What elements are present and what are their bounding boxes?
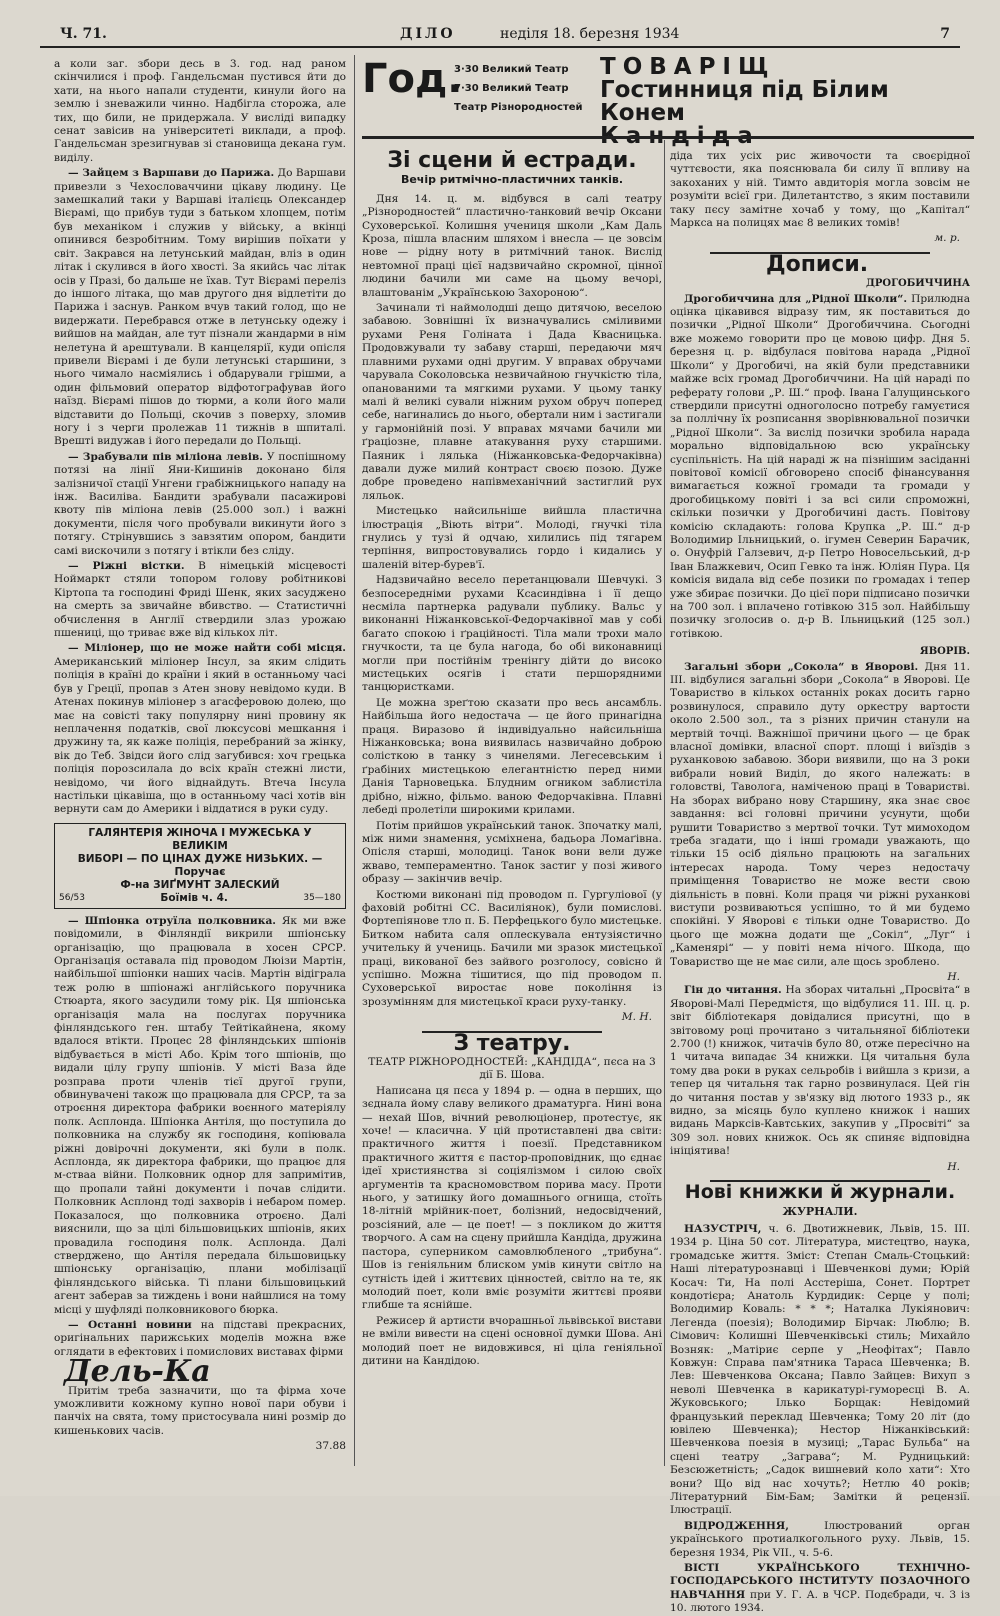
paragraph: Притім треба зазначити, що та фірма хоче уможливити кожному купно нової пари обуви і панчіх на свята, тому пристосувала нині розмір до кишенькових часів. xyxy=(54,1384,346,1437)
paragraph: Зачинали ті наймолодші дещо дитячою, веселою забавою. Зовнішні їх визначувались сміливими рухами Реня Голіната і Дада Квасницька. Продовжували ту забаву старші, передаючи мяч плавними рухами одні другим. У вправах обручами чарувала Соколовська незвичайною гнучкістю тіла, опанованими та мягкими рухами. У цьому танку малі й великі сували ніжним рухом обруч поперед себе, нагинались до нього, обертали ним і застигали у гармонійній позі. У вправах мячами бачили ми ґраціозне, плавне атакування руху старшими. Паяник і лялька (Ніжанковська-Федорчаківна) давали дуже милий контраст своєю позою. Дуже добре проведено напівмеханічний застиглий рух ляльок. xyxy=(362,302,662,502)
ad-rule xyxy=(362,136,974,139)
news-item xyxy=(54,560,346,640)
ad-code: 35—180 xyxy=(303,892,341,903)
paragraph: Дня 14. ц. м. відбувся в салі театру „Різнородностей“ пластично-танковий вечір Оксани Суховерської. Колишня учениця школи „Кам Даль Кроза, пішла власним шляхом і внесла — це зовсім нове — рідну ноту в ритмічний танок. Вислід невтомної праці цієї надзвичайно скромної, цінної людини бачили ми саме на цьому вечорі, влаштованім „Українською Захороною“. xyxy=(362,192,662,299)
delka-logo: Дель-Ка xyxy=(64,1354,211,1390)
dateline: ДРОГОБИЧЧИНА xyxy=(865,278,970,290)
headline: — Зайцем з Варшави до Парижа. xyxy=(68,167,275,180)
paragraph: Написана ця пєса у 1894 р. — одна в перших, що зєднала йому славу великого драматурга. Нині вона — нехай Шов, вічний революціонер, протестує, як хоче! — класична. У цій протиставлені два світи: практичного життя і поезії. Представником практичного життя є пастор-проповідник, що єднає ідеї християнства зі соціялізмом і силою своїх аргументів та красномовством порива масу. Проти нього, у затишку його домашнього огнища, стоїть 18-літній мрійник-поет, болізний, недосвідчений, розсіяний, але — це поет! — з покликом до життя творчого. А сам на сцену прийшла Кандіда, дружина пастора, суперником самовлюбленого „трибуна“. Шов із геніяльним блиском умів кинути світло на сутність ідей і життєвих цінностей, світло на те, як молодий поет, коли вміє розуміти життєві прояви глибше та яснійше. xyxy=(362,1084,662,1312)
journal-title: ВІСТІ УКРАЇНСЬКОГО ТЕХНІЧНО-ГОСПОДАРСЬКОГО ІНСТИТУТУ ПОЗАОЧНОГО НАВЧАННЯ xyxy=(670,1562,970,1601)
ad-play: Кандіда xyxy=(600,123,760,149)
signature: м. р. xyxy=(934,232,960,245)
body-text: Як ми вже повідомили, в Фінляндії викрили шпіонську організацію, що працювала в хосен СРСР. Організація оставала під проводом Люізи Мартін, найбільшої шпіонки наших часів. Мартін відіграла теж ролю в шпіонажі англійського поручника Стюарта, якого засудили тому рік. Ця шпіонська організація мала на послугах поручника фінляндського ген. штабу Тейтікайнена, якому вдалося втікти. Процес 28 фінляндських шпіонів відбувається в місті Або. Крім того шпіонів, що видали цілу групу шпіонів. У місті Ваза йде розправа проти членів тієї другої групи, обвинувачені також що працювала для СРСР, та за отроєння директора фабрики воєнного матеріялу полк. Асплонда. Шпіонка Антіля, що поступила до полковника на службу як господиня, копіювала ріжні довірочні документи, які були в полк. Асплонда, як директора фабрики, що працює для м-стваа війни. Полковник однор для запримітив, що пропали тайні документи і почав слідити. Полковник Асплонд тоді захворів і небаром помер. Показалося, що полковника отроєно. Далі вияснили, що за цілі більшовицьких шпіонів, яких провадила господиня полк. Асплонда. Далі стверджено, що Антіля передала більшовицьку шпіонську організацію, плани мобілізації фінляндського війська. Ті плани більшовицький агент заберав за тиждень і вони найшлися на тому місці у шуфляді полковникового бюрка. xyxy=(54,914,347,1316)
column-right xyxy=(670,150,971,1615)
ad-code: 37.88 xyxy=(315,1440,346,1453)
page-header xyxy=(40,22,960,46)
dateline: ЯВОРІВ. xyxy=(919,646,970,658)
ad-line: ГАЛЯНТЕРІЯ ЖІНОЧА І МУЖЕСЬКА У ВЕЛИКІМ xyxy=(88,826,312,852)
body-text: В німецькій місцевості Ноймаркт стяли топором голову робітникові Кіртопа та господині Фриді Шенк, яких засуджено на смерть за звичайне вбивство. — Статистичні обчислення в Англії ствердили злаз урожаю пшениці, що триває вже від кількох літ. xyxy=(54,560,346,640)
paragraph: Костюми виконані під проводом п. Гургуліової (у фаховій робітні СС. Василіянок), були помислові. Фортепіянове тло п. Б. Перфецького було мистецьке. Битком набита саля оплескувала ентузіястично учительку й учениць. Бачили ми зразок мистецької праці, викованої без зайвого розголосу, совісно й успішно. Можна тішитися, що під проводом п. Суховерської виростає нове покоління із зрозумінням для мистецької краси руху-танку. xyxy=(362,888,662,1008)
body-text: Дня 11. ІІІ. відбулися загальні збори „Сокола“ в Яворові. Це Товариство в кількох останніх роках досить гарно розвинулося, справило дуту оркестру вартости около 2.500 зол., та з різних причин станули на мертвій точці. Важнішої причини цього — це брак власної домівки, власної спорт. площі і виїздів з руханковою забавою. Збори виявили, що на 3 роки вибрали новий Виділ, до якого належать: в головстві, Таволога, наміченою праці в Товаристві. На зборах вибрано нову Старшину, яка знає своє завдання: всі головні причини усунути, щоби рушити Товариство з мертвої точки. Тут мимоходом треба згадати, що і інші громади уважають, що тільки 15 осіб діяльно працюють на загальних інтересах народа. Тому через недостачу приміщення Товариство не може вести свою діяльність в повні. Коли праця чи ріжні руханкові виступи розвиваються успішно, то й ми будемо спокійні. У Яворові є тільки одне Товариство. До цього ще можна додати ще „Сокіл“, „Луг“ і „Каменярі“ — у повіті нема нічого. Шкода, що Товариство ще не має сили, але щось зроблено. xyxy=(670,660,970,968)
body-text: До Варшави привезли з Чехословаччини цікаву людину. Це замешкалий таки у Варшаві італієць Олександер Вієрамі, що прибув туди з батьком хлопцем, потім був механіком і служив у війську, а вкінці опинився безробітним. Тому вирішив поїхати у світ. Закрався на летунський майдан, вліз в один літак і скулився в його хвості. За якийсь час літак осів у Празі, бо дальше не їхав. Тут Вієрамі переліз до іншого літака, що мав другого дня відлетіти до Парижа і заснув. Ранком вчув такий голод, що не видержати. Перебрався отже в летунську одежу і вийшов на майдан, але тут пізнали жандарми в нім нелетуна й арештували. В канцелярії, куди опісля привели Вієрамі і де були летунські старшини, з нього чимало насміялись і обдарували грішми, а один фільмовий оператор відфотографував його наїзд. Вієрамі пішов до тюрми, а коли його мали відставити до Польщі, скочив з поверху, зломив ногу і з черги пролежав 11 тижнів в шпиталі. Врешті видужав і його передали до Польщі. xyxy=(54,167,346,448)
news-item xyxy=(54,915,346,1317)
section-title: Нові книжки й журнали. xyxy=(684,1181,956,1204)
ad-line: Ф-на ЗИҐМУНТ ЗАЛЕСКИЙ xyxy=(120,878,280,891)
issue-date: неділя 18. березня 1934 xyxy=(500,26,680,42)
news-item xyxy=(54,642,346,816)
column-divider xyxy=(354,55,355,1466)
paragraph: діда тих усіх рис живочости та своєрідної чуттєвости, яка пояснювала би силу її впливу на закоханих у ній. Тимто авдиторія могла зовсім не розуміти всієї гри. Дилетантство, з яким поставили таку пєсу замітне хочаб у тому, що „Капітал“ Маркса на полицях має 8 великих томів! xyxy=(670,150,970,230)
paragraph: Це можна зреґтою сказати про весь ансамбль. Найбільша його недостача — це його принагідна праця. Виразово й індивідуально найсильніша Ніжанковська; вона виявилась назвичайно доброю солісткою в танку з чинелями. Легесевським і ґрабіних мистецькою елегантністю перед ними Данія Тарновецька. Блудним огником заблистіла дрібно, ніжно, фільмо. ваною Федорчаківна. Плавні лебеді пролетіли широкими крилами. xyxy=(362,696,662,817)
headline: Загальні збори „Сокола“ в Яворові. xyxy=(684,660,919,673)
headline: — Ріжні вістки. xyxy=(68,560,185,573)
theatre-ad xyxy=(362,54,972,149)
journal-title: ВІДРОДЖЕННЯ, xyxy=(684,1519,789,1532)
ad-play: ТОВАРІЩ xyxy=(600,54,776,80)
signature: Н. xyxy=(947,1160,960,1173)
headline: — Міліонер, що не може найти собі місця. xyxy=(68,642,346,655)
ad-time: 3·30 Великий Театр xyxy=(454,64,569,75)
body-text: Прилюдна оцінка цікавився відразу тим, як поставиться до позички „Рідної Школи“ Дрогобиччина. Сьогодні вже можемо говорити про це мовою цифр. Дня 5. березня ц. р. відбулася повітова нарада „Рідної Школи“ у Дрогобичі, на якій були представники майже всіх громад Дрогобиччини. На цій нараді по реферату голови „Р. Ш.“ проф. Івана Галущинського ствердили присутні одноголосно потребу гамуєтися за поллічну їх розписання зворівнювальної позички „Рідної Школи“. За вислід позички зробила нарада морально відповідальною всю українську суспільність. На цій нараді ж на пізнішим засіданні повітової комісії обговорено спосіб фінансування вимагається кожної громади та громади у дрогобицькому повіті і за всі сили спроможні, скільки позички у Дрогобичині дасть. Повітову комісію складають: голова Крупка „Р. Ш.“ д-р Володимир Ільницький, о. ігумен Северин Барачик, о. Онуфрій Галзевич, д-р Петро Новосельський, д-р Іван Блажкевич, Осип Гевко та інж. Юліян Пура. Ця комісія видала від себе позики по громадах і тепер уже збирає позички. До цієї пори підписано позички на 700 зол. і вплачено готівкою 315 зол. Найбільшу позичку зголосив о. д-р В. Ільницький (125 зол.) готівкою. xyxy=(670,292,971,640)
ad-line: ВИБОРІ — ПО ЦІНАХ ДУЖЕ НИЗЬКИХ. — Поручає xyxy=(77,852,323,878)
ad-address: Боїмів ч. 4. xyxy=(160,891,228,904)
news-item xyxy=(670,661,970,969)
ad-play: Гостинниця під Білим Конем xyxy=(600,77,889,126)
page-number: 7 xyxy=(940,26,950,42)
body-text: Ілюстрований орган українського протиалкогольного руху. Львів, 15. березня 1934, Рік VII., ч. 5-6. xyxy=(670,1519,970,1559)
body-text: На зборах читальні „Просвіта“ в Яворові-Малі Передмістя, що відбулися 11. ІІІ. ц. р. звіт бібліотекаря довідалися присутні, що в звітовому році прочитано з читальняної бібліотеки 2.700 (!) книжок, читачів було 80, отже пересічно на 1 читача випадає 34 книжки. Ця читальня була тому два роки в руках сельробів і вийшла з кризи, а тепер ця читальня так гарно розвинулася. Цей гін до читання постав у зв'язку від лютого 1933 р., як видно, за місяць було куплено книжок і наших видань Марксів-Кавтських, закупив у „Просвіті“ за 309 зол. нових книжок. Ось як спиняє відповідна ініціятива! xyxy=(670,984,970,1158)
paragraph: Мистецько найсильніше вийшла пластична ілюстрація „Віють вітри“. Молоді, гнучкі тіла гнулись у тузі й одчаю, хилились під тягарем терпіння, випростовувались гордо і кидались у шаленій вітер-бурев'ї. xyxy=(362,505,662,571)
article-subtitle: Вечір ритмічно-пластичних танків. xyxy=(400,173,624,187)
ad-god-label: Год. xyxy=(362,56,463,102)
section-title: Дописи. xyxy=(766,251,869,277)
body-text: ч. 6. Двотижневик, Львів, 15. ІІІ. 1934 р. Ціна 50 сот. Література, мистецтво, наука, громадське життя. Зміст: Степан Смаль-Стоцький: Наші літературознавці і Шевченкові думи; Юрій Косач: Ти, На полі Асстеріша, Сонет. Портрет кондотієра; Анатоль Курдидик: Серце у полі; Володимир Коваль: * * *; Наталка Лукіянович: Легенда (поезія); Володимир Бірчак: Люблю; В. Сімович: Колишні Шевченківські стиль; Михайло Возняк: „Матіриє серпе у „Неофітах“; Павло Ковжун: Справа пам'ятника Тараса Шевченка; В. Лев: Шевченкова Оксана; Павло Зайцев: Вихуп з неволі Шевченка в карикатурі-гуморесці В. А. Жуковського; Ілько Борщак: Невідомий французький переклад Шевченка; Тому 20 літ (до ювілею Шевченка); Нестор Ніжанківський: Шевченкова поезія в музиці; „Тарас Бульба“ на сцені театру „Заграва“; М. Рудницький: Безсюжетність; „Садок вишневий коло хати“: Хто вони? Що від нас хочуть?; Нетлю 40 років; Літературний Бім-Бам; Замітки й рецензії. Ілюстрації. xyxy=(670,1222,971,1517)
headline: Дрогобиччина для „Рідної Школи“. xyxy=(684,292,908,305)
column-left xyxy=(54,58,346,1458)
subsection-title: ЖУРНАЛИ. xyxy=(782,1205,858,1219)
body-text: У поспішному потязі на лінії Яни-Кишинів доконано біля залізничої стації Унгени грабіжницького нападу на інж. Василіва. Бандити зрабували пасажирові квоту пів міліона левів (25.000 зол.) і важні документи, після чого пробували викинути його з потягу. Стрінувшись з завзятим опором, бандити самі вискочили з потягу і втікли без сліду. xyxy=(54,450,346,557)
ad-times xyxy=(454,60,583,117)
journal-title: НАЗУСТРІЧ, xyxy=(684,1222,762,1235)
ad-plays xyxy=(600,56,972,148)
journal-entry xyxy=(670,1223,970,1518)
ad-code: 56/53 xyxy=(59,892,85,903)
body-text: на підставі прекрасних, оригінальних парижських моделів можна вже оглядати в ефектових і помислових виставах фірми xyxy=(54,1318,347,1358)
issue-number: Ч. 71. xyxy=(60,26,107,42)
signature: М. Н. xyxy=(621,1011,652,1024)
masthead: ДІЛО xyxy=(400,26,456,42)
ad-time: 7·30 Великий Театр xyxy=(454,83,569,94)
signature: Н. xyxy=(947,970,960,983)
headline: Гін до читання. xyxy=(684,984,782,997)
ad-footer xyxy=(59,892,341,905)
news-item xyxy=(54,167,346,449)
paragraph: Потім прийшов український танок. Зпочатку малі, між ними знамення, усміхнена, бадьора Ломаґівна. Опісля старші, молодиці. Танок вони вели дуже жваво, темпераментно. Танок застиг у позі живого образу — закінчив вечір. xyxy=(362,819,662,886)
body-text: при У. Г. А. в ЧСР. Подєбради, ч. 3 із 10. лютого 1934. xyxy=(670,1588,970,1615)
headline: — Шпіонка отруїла полковника. xyxy=(68,914,276,927)
journal-entry xyxy=(670,1562,970,1616)
header-rule xyxy=(40,46,960,48)
news-item xyxy=(670,984,970,1158)
section-title: Зі сцени й естради. xyxy=(387,148,637,173)
section-title: З театру. xyxy=(453,1030,571,1056)
advertisement-box xyxy=(54,823,346,909)
column-divider xyxy=(664,140,665,1466)
paragraph: а коли заг. збори десь в 3. год. над раном скінчилися і проф. Гандельсман пустився йти до хати, на нього напали студенти, кинули його на землю і зневажили чинно. Надбігла сторожа, але тих, що били, не придержала. У висліді випадку сенат завісив на університеті виклади, а проф. Гандельсман зрезигнував зі становища декана гум. виділу. xyxy=(54,58,346,164)
news-item xyxy=(54,1319,346,1359)
paragraph: Надзвичайно весело перетанцювали Шевчукі. З безпосередніми рухами Ксасиндівна і її дещо несміла партнерка радували публику. Вальс у виконанні Ніжанковської-Федорчаківної мав у собі багато спокою і ґраційності. Тіла мали трохи мало гнучкости, та це була нагода, бо обі виконавниці могли при постійнім тренінгу дійти до високо мистецьких осягів і стати першорядними танцюристками. xyxy=(362,574,662,694)
paragraph: Режисер й артисти вчорашньої львівської вистави не вміли вивести на сцені основної думки Шова. Ані молодий поет не видовжився, ні ціла геніяльної дитини на Кандідою. xyxy=(362,1314,662,1367)
body-text: Американський міліонер Інсул, за яким слідить поліція в країні до країни і який в останньому часі був у Греції, пропав з Атен знову невідомо куди. В Атенах покинув міліонер з агасферовою долею, що має на совісті таку популярну нині провину як неплачення податків, свої люксусові мешкання і дружину та, як каже поліція, перебраний за жінку, вік до Теб. Звідси його слід загубився: хоч грецька поліція порозсилала до всіх країн стежні листи, невідомо, чи його віднайдуть. Втеча Інсула настільки цікавіша, що в останньому часі хотів він вернути сам до Америки і віддатися в руки суду. xyxy=(54,655,346,816)
ad-time: Театр Різнородностей xyxy=(454,102,583,113)
news-item xyxy=(670,293,970,642)
article-subtitle: ТЕАТР РІЖНОРОДНОСТЕЙ: „КАНДІДА“, пєса на 3 дії Б. Шова. xyxy=(368,1056,656,1082)
news-item xyxy=(54,451,346,558)
column-middle xyxy=(362,150,662,1450)
headline: — Останні новини xyxy=(68,1318,192,1331)
journal-entry xyxy=(670,1520,970,1560)
headline: — Зрабували пів міліона левів. xyxy=(68,450,263,463)
